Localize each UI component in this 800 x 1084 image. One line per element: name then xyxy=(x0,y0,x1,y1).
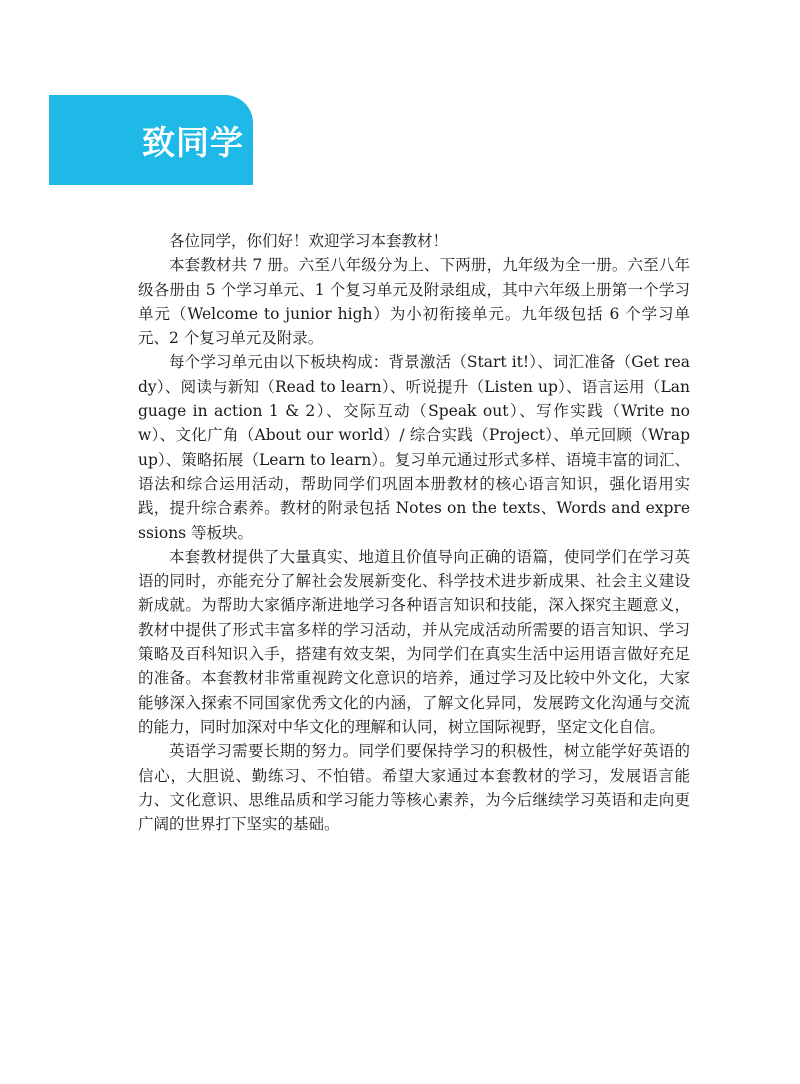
book-structure-paragraph: 本套教材共 7 册。六至八年级分为上、下两册，九年级为全一册。六至八年级各册由 5 个学习单元、1 个复习单元及附录组成，其中六年级上册第一个学习单元（Welcome to junior high）为小初衔接单元。九年级包括 6 个学习单元、2 个复习单元及附录。 xyxy=(138,256,690,348)
title-tab xyxy=(49,95,253,185)
unit-sections-paragraph: 每个学习单元由以下板块构成：背景激活（Start it!）、词汇准备（Get ready）、阅读与新知（Read to learn）、听说提升（Listen up）、语言运用（Language in action 1 & 2）、交际互动（Speak out）、写作实践（Write now）、文化广角（About our world）/ 综合实践（Project）、单元回顾（Wrap up）、策略拓展（Learn to learn）。复习单元通过形式多样、语境丰富的词汇、语法和综合运用活动，帮助同学们巩固本册教材的核心语言知识，强化语用实践，提升综合素养。教材的附录包括 Notes on the texts、Words and expressions 等板块。 xyxy=(138,353,690,542)
closing-paragraph: 英语学习需要长期的努力。同学们要保持学习的积极性，树立能学好英语的信心，大胆说、勤练习、不怕错。希望大家通过本套教材的学习，发展语言能力、文化意识、思维品质和学习能力等核心素养，为今后继续学习英语和走向更广阔的世界打下坚实的基础。 xyxy=(138,742,690,834)
letter-body xyxy=(138,229,690,836)
page-title: 致同学 xyxy=(142,122,244,162)
greeting-paragraph: 各位同学，你们好！欢迎学习本套教材！ xyxy=(169,232,449,250)
content-features-paragraph: 本套教材提供了大量真实、地道且价值导向正确的语篇，使同学们在学习英语的同时，亦能充分了解社会发展新变化、科学技术进步新成果、社会主义建设新成就。为帮助大家循序渐进地学习各种语言知识和技能，深入探究主题意义，教材中提供了形式丰富多样的学习活动，并从完成活动所需要的语言知识、学习策略及百科知识入手，搭建有效支架，为同学们在真实生活中运用语言做好充足的准备。本套教材非常重视跨文化意识的培养，通过学习及比较中外文化，大家能够深入探索不同国家优秀文化的内涵，了解文化异同，发展跨文化沟通与交流的能力，同时加深对中华文化的理解和认同，树立国际视野，坚定文化自信。 xyxy=(138,547,690,736)
